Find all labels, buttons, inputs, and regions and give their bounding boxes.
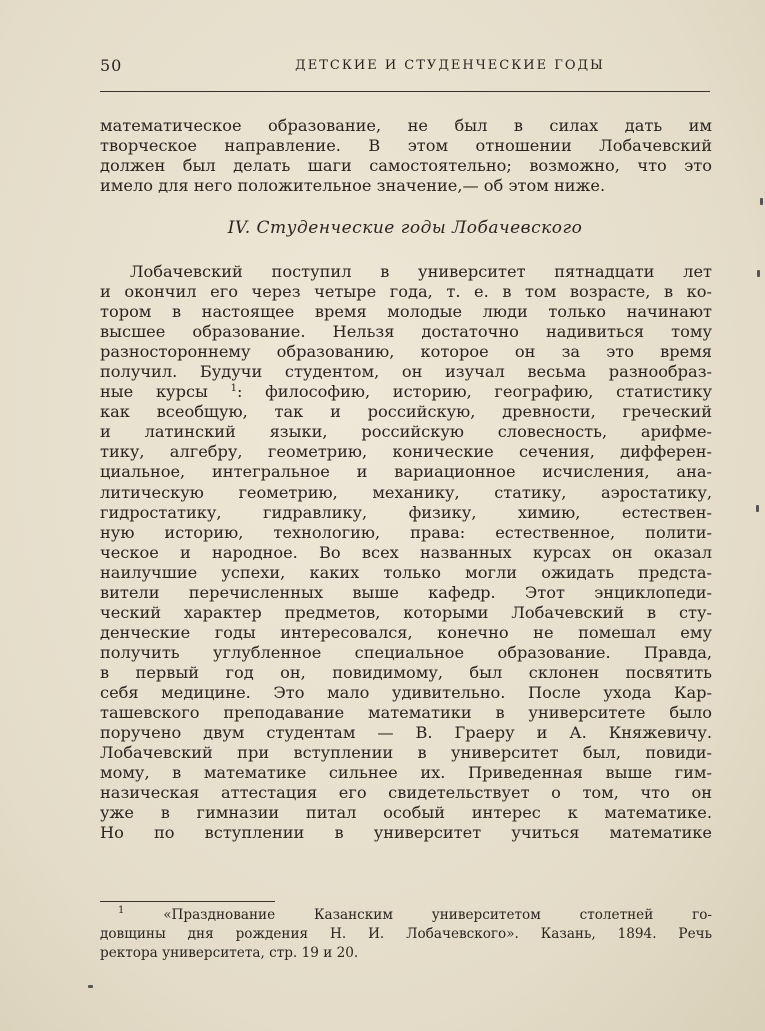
- text-line: и окончил его через четыре года, т. е. в том возрасте, в ко-: [100, 282, 712, 302]
- text-line: мому, в математике сильнее их. Приведенная выше гим-: [100, 763, 712, 783]
- text-line: тором в настоящее время молодые люди только начинают: [100, 302, 712, 322]
- text-line: циальное, интегральное и вариационное исчисления, ана-: [100, 462, 712, 482]
- footnote: [100, 906, 712, 963]
- top-paragraph: [100, 116, 712, 196]
- text-line: тику, алгебру, геометрию, конические сечения, дифферен-: [100, 442, 712, 462]
- text-line: ческий характер предметов, которыми Лобачевский в сту-: [100, 602, 712, 622]
- text-line: получить углубленное специальное образование. Правда,: [100, 642, 712, 662]
- text-line: Но по вступлении в университет учиться математике: [100, 823, 712, 843]
- page-number: 50: [100, 56, 123, 75]
- text-line: должен был делать шаги самостоятельно; возможно, что это: [100, 156, 712, 176]
- text-line: денческие годы интересовался, конечно не помешал ему: [100, 622, 712, 642]
- text-fragment: : философию, историю, географию, статистику: [236, 382, 712, 402]
- text-line: ческое и народное. Во всех названных курсах он оказал: [100, 542, 712, 562]
- footnote-line: ректора университета, стр. 19 и 20.: [100, 945, 359, 961]
- text-line: себя медицине. Это мало удивительно. После ухода Кар-: [100, 682, 712, 702]
- main-paragraph: [100, 262, 712, 843]
- footnote-marker: 1: [118, 905, 125, 916]
- footnote-line: довщины дня рождения Н. И. Лобачевского». Казань, 1894. Речь: [100, 926, 712, 942]
- text-line: высшее образование. Нельзя достаточно надивиться тому: [100, 322, 712, 342]
- text-line: поручено двум студентам — В. Граеру и А. Княжевичу.: [100, 723, 712, 743]
- text-line: имело для него положительное значение,— об этом ниже.: [100, 176, 606, 196]
- text-line-with-footnote: [100, 382, 712, 402]
- footnote-reference[interactable]: 1: [230, 383, 237, 395]
- footnote-text: «Празднование Казанским университетом столетней го-: [163, 907, 712, 923]
- text-line: Лобачевский при вступлении в университет был, повиди-: [100, 743, 712, 763]
- text-line: вители перечисленных выше кафедр. Этот энциклопеди-: [100, 582, 712, 602]
- text-line: уже в гимназии питал особый интерес к математике.: [100, 803, 712, 823]
- scan-speck: [88, 985, 93, 988]
- text-line: литическую геометрию, механику, статику, аэростатику,: [100, 482, 712, 502]
- running-head: ДЕТСКИЕ И СТУДЕНЧЕСКИЕ ГОДЫ: [295, 58, 605, 73]
- scan-speck: [760, 198, 763, 205]
- text-line: Лобачевский поступил в университет пятнадцати лет: [130, 262, 712, 281]
- footnote-rule: [100, 901, 275, 902]
- page-header: [100, 56, 710, 80]
- text-line: ташевского преподавание математики в университете было: [100, 703, 712, 723]
- text-line: математическое образование, не был в силах дать им: [100, 116, 712, 135]
- section-title: IV. Студенческие годы Лобачевского: [227, 218, 583, 238]
- text-line: творческое направление. В этом отношении Лобачевский: [100, 136, 712, 156]
- footnote-line: [100, 906, 712, 925]
- text-line: и латинский языки, российскую словесность, арифме-: [100, 422, 712, 442]
- text-line: наилучшие успехи, каких только могли ожидать предста-: [100, 562, 712, 582]
- header-rule: [100, 91, 710, 92]
- text-line: как всеобщую, так и российскую, древности, греческий: [100, 402, 712, 422]
- text-line: разностороннему образованию, которое он за это время: [100, 342, 712, 362]
- text-line: в первый год он, повидимому, был склонен посвятить: [100, 662, 712, 682]
- text-line: гидростатику, гидравлику, физику, химию, естествен-: [100, 502, 712, 522]
- text-fragment: ные курсы: [100, 382, 208, 402]
- scan-speck: [757, 270, 760, 277]
- text-line: ную историю, технологию, права: естественное, полити-: [100, 522, 712, 542]
- text-line: получил. Будучи студентом, он изучал весьма разнообраз-: [100, 362, 712, 382]
- text-line: назическая аттестация его свидетельствует о том, что он: [100, 783, 712, 803]
- scan-speck: [756, 505, 759, 512]
